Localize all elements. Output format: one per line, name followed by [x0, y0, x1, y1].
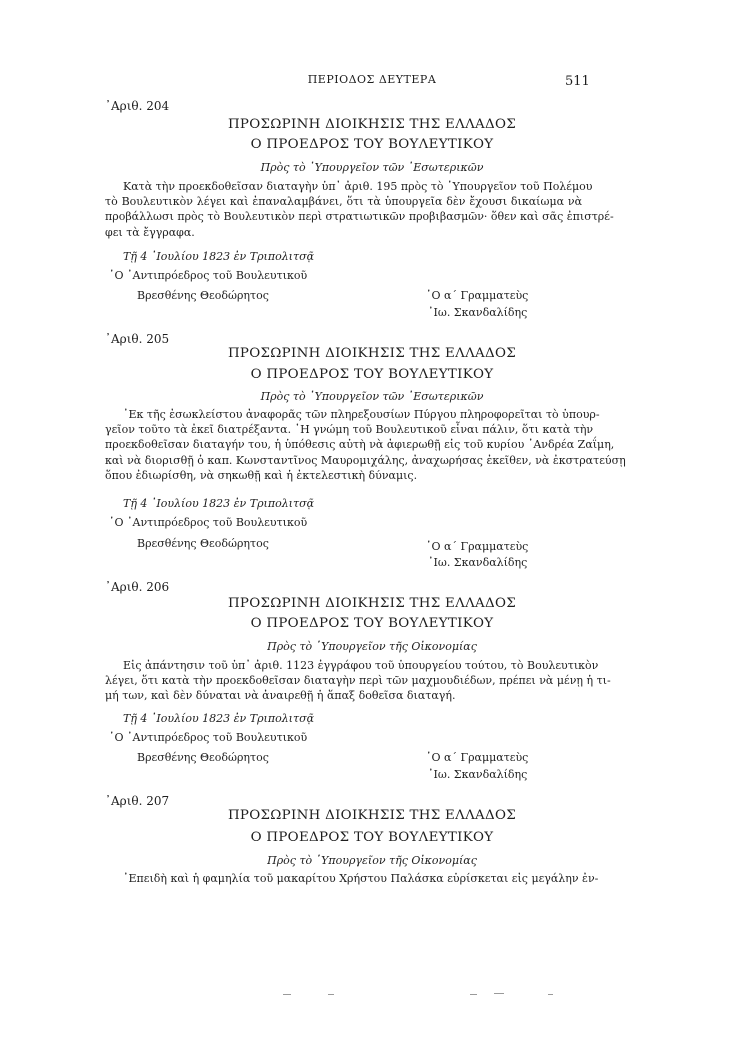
- body-line: ᾿Εκ τῆς ἐσωκλείστου ἀναφορᾶς τῶν πληρεξουσίων Πύργου πληροφορεῖται τὸ ὑπουρ-: [123, 408, 600, 421]
- body-line: ὅπου ἐδιωρίσθη, νὰ σηκωθῇ καὶ ἡ ἐκτελεστικὴ δύναμις.: [105, 468, 418, 482]
- secretary-name: ᾿Ιω. Σκανδαλίδης: [428, 768, 528, 781]
- document-number: ᾿Αριθ. 204: [105, 99, 170, 113]
- body-line: προβάλλωσι πρὸς τὸ Βουλευτικὸν περὶ στρατιωτικῶν προβιβασμῶν· ὅθεν καὶ σᾶς ἐπιστρέ-: [105, 210, 614, 224]
- vice-president-title: ῾Ο ᾿Αντιπρόεδρος τοῦ Βουλευτικοῦ: [109, 516, 308, 529]
- body-line: καὶ νὰ διορισθῇ ὁ καπ. Κωνσταντῖνος Μαυρομιχάλης, ἀναχωρήσας ἐκεῖθεν, νὰ ἐκστρατεύσῃ: [105, 453, 626, 467]
- body-line: τὸ Βουλευτικὸν λέγει καὶ ἐπαναλαμβάνει, ὅτι τὰ ὑπουργεῖα δὲν ἔχουσι δικαίωμα νὰ: [105, 195, 582, 209]
- document-title-line2: Ο ΠΡΟΕΔΡΟΣ ΤΟΥ ΒΟΥΛΕΥΤΙΚΟΥ: [250, 137, 494, 152]
- document-title-line1: ΠΡΟΣΩΡΙΝΗ ΔΙΟΙΚΗΣΙΣ ΤΗΣ ΕΛΛΑΔΟΣ: [227, 346, 517, 361]
- secretary-title: ῾Ο α´ Γραμματεὺς: [426, 289, 529, 302]
- body-line: προεκδοθεῖσαν διαταγήν του, ἡ ὑπόθεσις αὐτὴ νὰ ἀφιερωθῇ εἰς τοῦ κυρίου ᾿Ανδρέα Ζαΐμη,: [105, 438, 615, 452]
- vice-president-name: Βρεσθένης Θεοδώρητος: [137, 537, 269, 550]
- secretary-name: ᾿Ιω. Σκανδαλίδης: [428, 306, 528, 319]
- body-line: φει τὰ ἔγγραφα.: [105, 225, 195, 239]
- document-number: ᾿Αριθ. 206: [105, 580, 170, 594]
- document-title-line1: ΠΡΟΣΩΡΙΝΗ ΔΙΟΙΚΗΣΙΣ ΤΗΣ ΕΛΛΑΔΟΣ: [227, 808, 517, 823]
- addressee: Πρὸς τὸ ῾Υπουργεῖον τῆς Οἰκονομίας: [267, 640, 477, 653]
- body-line: Κατὰ τὴν προεκδοθεῖσαν διαταγὴν ὑπ᾿ ἀριθ. 195 πρὸς τὸ ῾Υπουργεῖον τοῦ Πολέμου: [123, 180, 593, 193]
- addressee: Πρὸς τὸ ῾Υπουργεῖον τῶν ᾿Εσωτερικῶν: [260, 390, 484, 403]
- body-line: λέγει, ὅτι κατὰ τὴν προεκδοθεῖσαν διαταγὴν περὶ τῶν μαχμουδιέδων, πρέπει νὰ μένῃ ἡ τι-: [105, 674, 611, 688]
- scan-speck: [470, 994, 477, 995]
- document-title-line2: Ο ΠΡΟΕΔΡΟΣ ΤΟΥ ΒΟΥΛΕΥΤΙΚΟΥ: [250, 367, 494, 382]
- document-body: [105, 407, 626, 483]
- document-date: Τῇ 4 ᾿Ιουλίου 1823 ἐν Τριπολιτσᾷ: [123, 250, 315, 263]
- vice-president-name: Βρεσθένης Θεοδώρητος: [137, 289, 269, 302]
- scan-speck: [494, 993, 504, 994]
- document-body: [105, 658, 611, 704]
- body-line: ᾿Επειδὴ καὶ ἡ φαμηλία τοῦ μακαρίτου Χρήστου Παλάσκα εὑρίσκεται εἰς μεγάλην ἐν-: [123, 872, 599, 885]
- document-date: Τῇ 4 ᾿Ιουλίου 1823 ἐν Τριπολιτσᾷ: [123, 712, 315, 725]
- document-title-line2: Ο ΠΡΟΕΔΡΟΣ ΤΟΥ ΒΟΥΛΕΥΤΙΚΟΥ: [250, 616, 494, 631]
- secretary-title: ῾Ο α´ Γραμματεὺς: [426, 751, 529, 764]
- secretary-name: ᾿Ιω. Σκανδαλίδης: [428, 556, 528, 569]
- addressee: Πρὸς τὸ ῾Υπουργεῖον τῆς Οἰκονομίας: [267, 854, 477, 867]
- vice-president-name: Βρεσθένης Θεοδώρητος: [137, 751, 269, 764]
- document-title-line2: Ο ΠΡΟΕΔΡΟΣ ΤΟΥ ΒΟΥΛΕΥΤΙΚΟΥ: [250, 830, 494, 845]
- body-line: γεῖον τοῦτο τὰ ἐκεῖ διατρέξαντα. ῾Η γνώμη τοῦ Βουλευτικοῦ εἶναι πάλιν, ὅτι κατὰ τὴν: [105, 423, 594, 437]
- document-date: Τῇ 4 ᾿Ιουλίου 1823 ἐν Τριπολιτσᾷ: [123, 497, 315, 510]
- scan-speck: [328, 994, 334, 995]
- secretary-title: ῾Ο α´ Γραμματεὺς: [426, 540, 529, 553]
- document-number: ᾿Αριθ. 207: [105, 794, 170, 808]
- addressee: Πρὸς τὸ ῾Υπουργεῖον τῶν ᾿Εσωτερικῶν: [260, 161, 484, 174]
- vice-president-title: ῾Ο ᾿Αντιπρόεδρος τοῦ Βουλευτικοῦ: [109, 269, 308, 282]
- body-line: μή των, καὶ δὲν δύναται νὰ ἀναιρεθῇ ἡ ἅπαξ δοθεῖσα διαταγή.: [105, 689, 456, 703]
- document-title-line1: ΠΡΟΣΩΡΙΝΗ ΔΙΟΙΚΗΣΙΣ ΤΗΣ ΕΛΛΑΔΟΣ: [227, 596, 517, 611]
- scan-speck: [283, 994, 291, 995]
- body-line: Εἰς ἀπάντησιν τοῦ ὑπ᾿ ἀριθ. 1123 ἐγγράφου τοῦ ὑπουργείου τούτου, τὸ Βουλευτικὸν: [123, 659, 599, 672]
- page-number: 511: [565, 74, 590, 89]
- document-body: [105, 871, 599, 886]
- vice-president-title: ῾Ο ᾿Αντιπρόεδρος τοῦ Βουλευτικοῦ: [109, 731, 308, 744]
- document-body: [105, 179, 614, 240]
- document-number: ᾿Αριθ. 205: [105, 332, 170, 346]
- running-head: ΠΕΡΙΟΔΟΣ ΔΕΥΤΕΡΑ: [307, 73, 437, 86]
- document-title-line1: ΠΡΟΣΩΡΙΝΗ ΔΙΟΙΚΗΣΙΣ ΤΗΣ ΕΛΛΑΔΟΣ: [227, 117, 517, 132]
- scan-speck: [548, 994, 553, 995]
